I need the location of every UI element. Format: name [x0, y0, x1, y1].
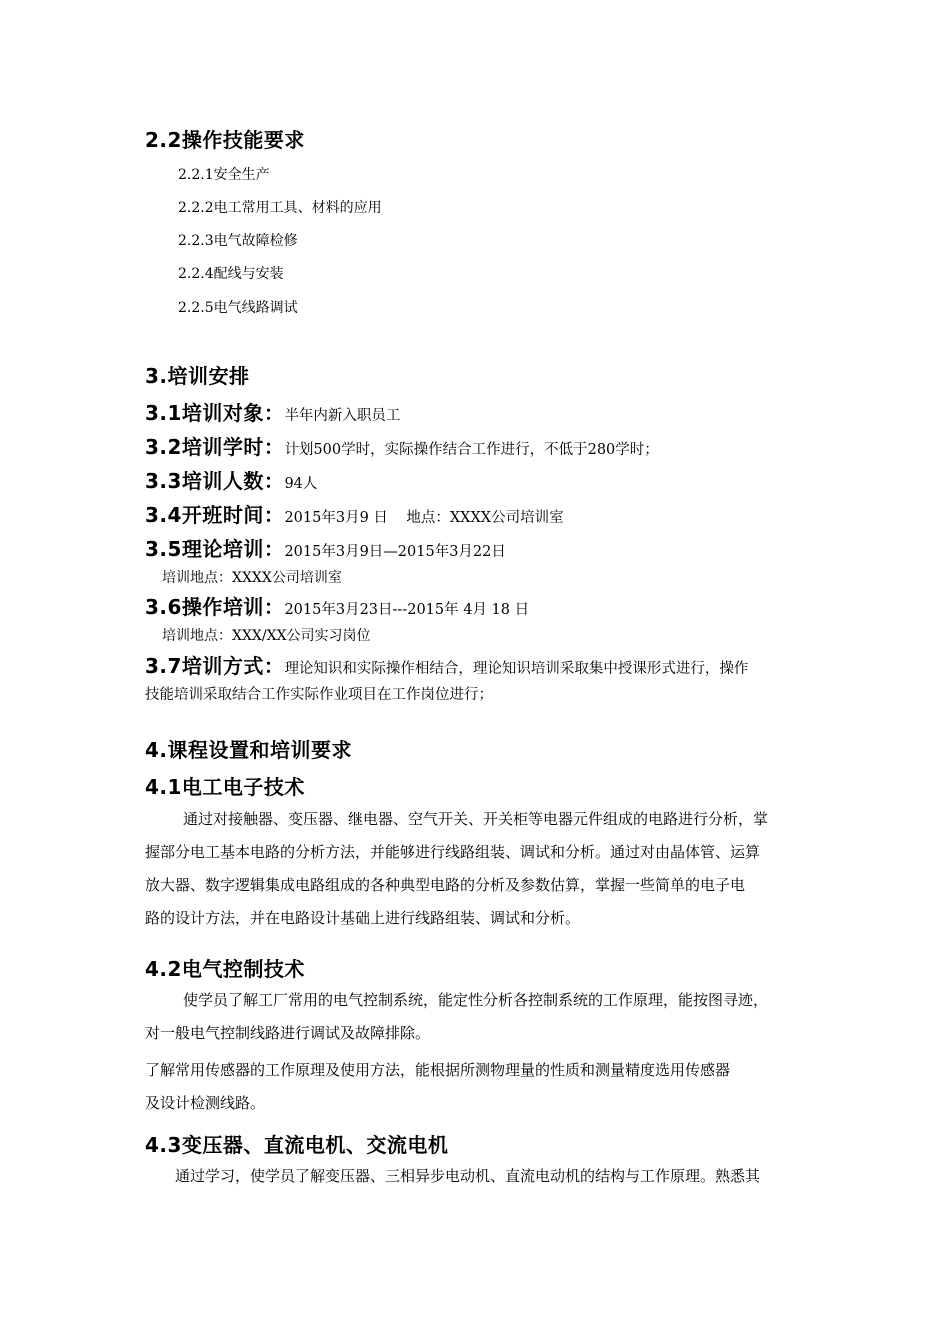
value-3-6: 2015年3月23日---2015年 4月 18 日	[284, 602, 530, 618]
paragraph-4-2a	[145, 984, 815, 1050]
row-3-5	[145, 533, 506, 562]
value-3-5: 2015年3月9日—2015年3月22日	[284, 544, 506, 560]
paragraph-4-2b	[145, 1054, 815, 1120]
paragraph-4-1	[145, 803, 815, 935]
row-3-6	[145, 591, 529, 620]
para-4-2b-line: 了解常用传感器的工作原理及使用方法，能根据所测物理量的性质和测量精度选用传感器	[145, 1061, 731, 1079]
label-3-1: 3.1培训对象：	[145, 401, 285, 425]
para-4-1-line: 通过对接触器、变压器、继电器、空气开关、开关柜等电器元件组成的电路进行分析，掌	[183, 810, 769, 828]
para-4-2a-line: 对一般电气控制线路进行调试及故障排除。	[145, 1024, 431, 1042]
heading-4: 4.课程设置和培训要求	[145, 738, 353, 762]
label-3-7: 3.7培训方式：	[145, 654, 285, 678]
para-4-1-line: 路的设计方法，并在电路设计基础上进行线路组装、调试和分析。	[145, 909, 581, 927]
place-3-5: 培训地点：XXXX公司培训室	[162, 570, 342, 586]
row-3-3	[145, 465, 317, 494]
heading-4-3: 4.3变压器、直流电机、交流电机	[145, 1133, 449, 1157]
heading-4-2: 4.2电气控制技术	[145, 957, 305, 981]
label-3-5: 3.5理论培训：	[145, 537, 285, 561]
para-4-2a-line: 使学员了解工厂常用的电气控制系统，能定性分析各控制系统的工作原理，能按图寻迹，	[183, 991, 769, 1009]
value-3-7-cont: 技能培训采取结合工作实际作业项目在工作岗位进行；	[145, 687, 493, 703]
row-3-2	[145, 431, 659, 460]
item-2-2-3: 2.2.3电气故障检修	[178, 233, 298, 249]
row-3-7	[145, 650, 748, 679]
row-3-1	[145, 397, 400, 426]
value-3-4: 2015年3月9 日 地点：XXXX公司培训室	[284, 510, 564, 526]
item-2-2-4: 2.2.4配线与安装	[178, 266, 284, 282]
item-2-2-2: 2.2.2电工常用工具、材料的应用	[178, 200, 382, 216]
label-3-2: 3.2培训学时：	[145, 435, 285, 459]
item-2-2-5: 2.2.5电气线路调试	[178, 300, 298, 316]
value-3-7: 理论知识和实际操作相结合，理论知识培训采取集中授课形式进行，操作	[284, 661, 749, 677]
heading-4-1: 4.1电工电子技术	[145, 775, 305, 799]
item-2-2-1: 2.2.1安全生产	[178, 167, 270, 183]
value-3-3: 94人	[284, 476, 318, 492]
row-3-4	[145, 499, 564, 528]
para-4-3-line: 通过学习，使学员了解变压器、三相异步电动机、直流电动机的结构与工作原理。熟悉其	[175, 1167, 761, 1185]
label-3-3: 3.3培训人数：	[145, 469, 285, 493]
para-4-1-line: 放大器、数字逻辑集成电路组成的各种典型电路的分析及参数估算，掌握一些简单的电子电	[145, 876, 746, 894]
para-4-2b-line: 及设计检测线路。	[145, 1094, 266, 1112]
value-3-1: 半年内新入职员工	[284, 408, 401, 424]
value-3-2: 计划500学时，实际操作结合工作进行，不低于280学时；	[284, 442, 659, 458]
place-3-6: 培训地点：XXX/XX公司实习岗位	[162, 628, 371, 644]
paragraph-4-3	[145, 1160, 815, 1193]
para-4-1-line: 握部分电工基本电路的分析方法，并能够进行线路组装、调试和分析。通过对由晶体管、运算	[145, 843, 761, 861]
label-3-4: 3.4开班时间：	[145, 503, 285, 527]
heading-3: 3.培训安排	[145, 364, 250, 388]
label-3-6: 3.6操作培训：	[145, 595, 285, 619]
heading-2-2: 2.2操作技能要求	[145, 128, 305, 152]
